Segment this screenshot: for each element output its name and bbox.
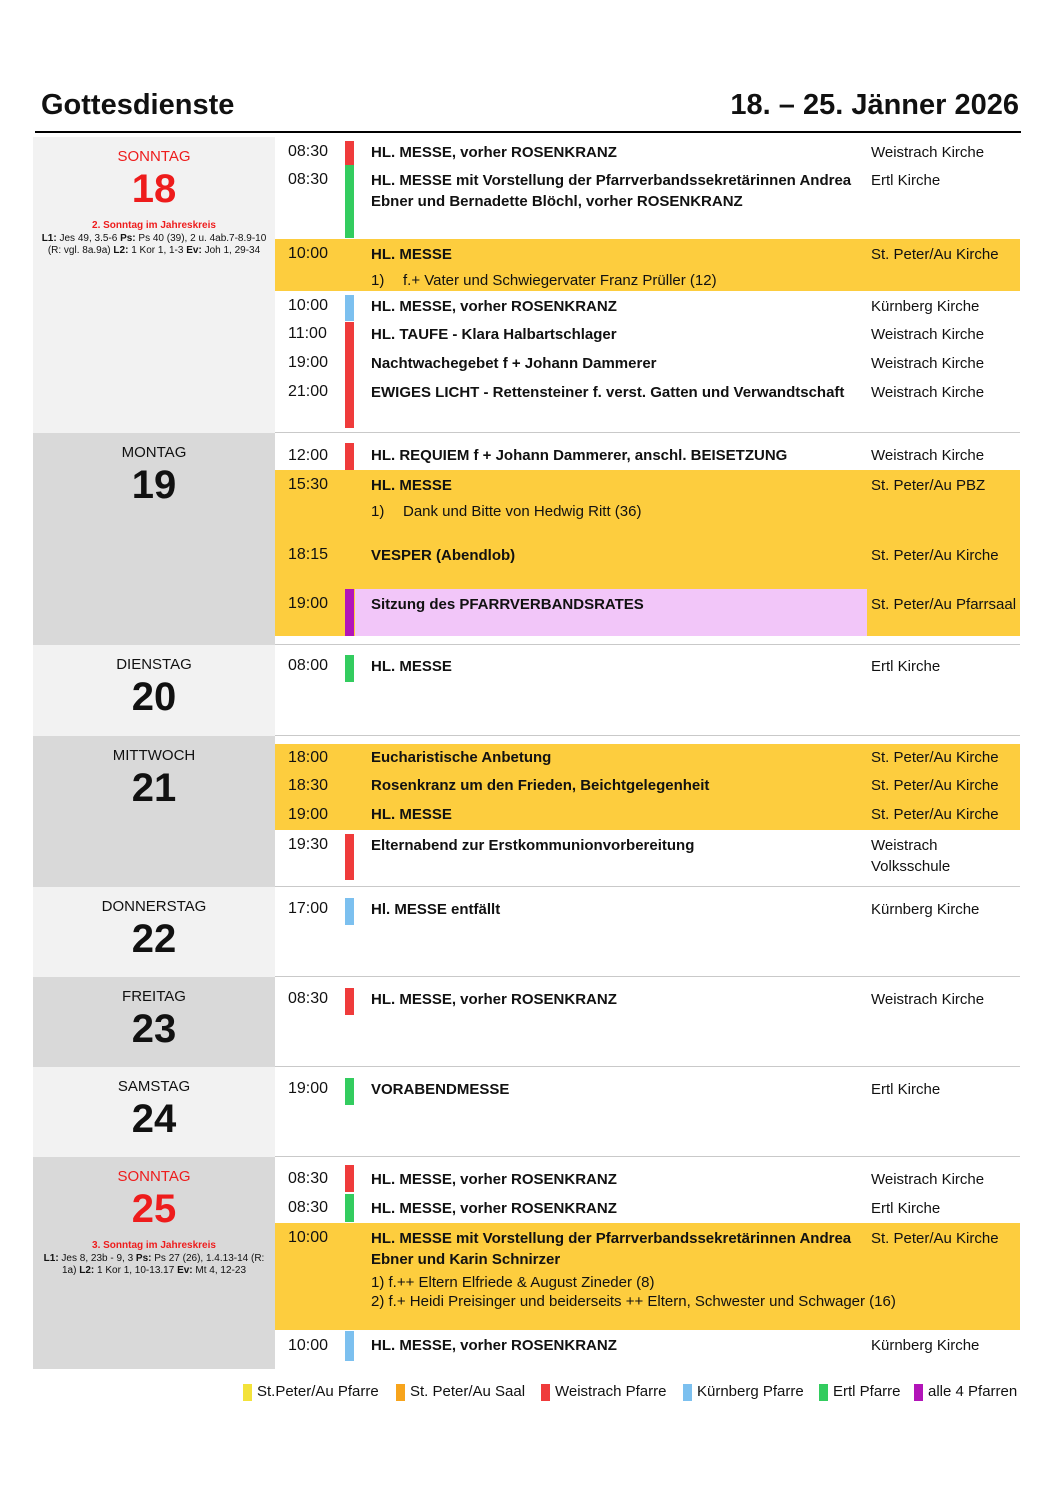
event-location: Kürnberg Kirche <box>871 1337 980 1354</box>
event-description: HL. MESSE, vorher ROSENKRANZ <box>371 991 617 1008</box>
day-number: 19 <box>131 463 177 507</box>
legend-label: Ertl Pfarre <box>833 1383 901 1400</box>
event-location: Weistrach Kirche <box>871 384 985 401</box>
event-description: HL. MESSE <box>371 658 452 675</box>
event-description: HL. REQUIEM f + Johann Dammerer, anschl. BEISETZUNG <box>371 447 788 464</box>
event-location: St. Peter/Au Kirche <box>871 777 999 794</box>
event-row <box>275 830 1020 886</box>
event-row <box>275 377 1020 432</box>
event-location: Weistrach Kirche <box>871 355 985 372</box>
event-time: 18:00 <box>288 749 329 766</box>
parish-marker <box>345 1165 354 1192</box>
event-row <box>275 589 1020 636</box>
day-header <box>33 645 275 736</box>
event-row <box>275 239 1020 291</box>
event-row <box>275 433 1020 470</box>
events-list <box>275 736 1020 887</box>
events-list <box>275 433 1020 645</box>
event-location: St. Peter/Au PBZ <box>871 477 986 494</box>
day-header <box>33 1157 275 1369</box>
event-description: VORABENDMESSE <box>371 1081 510 1098</box>
event-time: 18:15 <box>288 546 329 563</box>
event-location: Weistrach Kirche <box>871 991 985 1008</box>
readings: L1: Jes 49, 3.5-6 Ps: Ps 40 (39), 2 u. 4ab.7-8.9-10 (R: vgl. 8a.9a) L2: 1 Kor 1, 1-3 Ev: Joh 1, 29-34 <box>41 233 267 256</box>
events-list <box>275 1067 1020 1157</box>
event-row <box>275 801 1020 830</box>
intention-note: 1) f.++ Eltern Elfriede & August Zineder (8) <box>371 1274 655 1291</box>
day-23 <box>33 977 1020 1067</box>
day-22 <box>33 887 1020 977</box>
parish-marker <box>345 834 354 880</box>
day-21 <box>33 736 1020 887</box>
event-row <box>275 1164 1020 1193</box>
page-header <box>35 84 1021 133</box>
event-time: 19:00 <box>288 806 329 823</box>
event-description: HL. MESSE <box>371 806 452 823</box>
color-legend <box>243 1382 1033 1404</box>
event-row <box>275 984 1020 1014</box>
event-time: 08:30 <box>288 143 329 160</box>
weekday-label: MONTAG <box>121 444 187 461</box>
day-number: 18 <box>131 167 177 211</box>
day-25 <box>33 1157 1020 1369</box>
event-location: St. Peter/Au Pfarrsaal <box>871 596 1017 613</box>
event-description: Nachtwachegebet f + Johann Dammerer <box>371 355 657 372</box>
event-row <box>275 1223 1020 1330</box>
event-location: Kürnberg Kirche <box>871 901 980 918</box>
legend-swatch <box>541 1384 550 1401</box>
event-description: Eucharistische Anbetung <box>371 749 552 766</box>
event-location: Weistrach Kirche <box>871 326 985 343</box>
event-row <box>275 348 1020 377</box>
day-number: 23 <box>131 1007 177 1051</box>
date-range: 18. – 25. Jänner 2026 <box>730 89 1019 121</box>
event-location: St. Peter/Au Kirche <box>871 547 999 564</box>
day-header <box>33 137 275 433</box>
parish-marker <box>345 1078 354 1105</box>
event-time: 08:30 <box>288 1170 329 1187</box>
readings: L1: Jes 8, 23b - 9, 3 Ps: Ps 27 (26), 1.4.13-14 (R: 1a) L2: 1 Kor 1, 10-13.17 Ev: Mt 4, 12-23 <box>43 1253 265 1276</box>
day-number: 20 <box>131 675 177 719</box>
day-number: 22 <box>131 917 177 961</box>
event-description: HL. MESSE, vorher ROSENKRANZ <box>371 1200 617 1217</box>
legend-swatch <box>243 1384 252 1401</box>
event-row <box>275 319 1020 348</box>
intention-note: 2) f.+ Heidi Preisinger und beiderseits ++ Eltern, Schwester und Schwager (16) <box>371 1293 896 1310</box>
day-20 <box>33 645 1020 736</box>
event-description: HL. MESSE, vorher ROSENKRANZ <box>371 298 617 315</box>
sunday-title: 3. Sonntag im Jahreskreis <box>92 1240 216 1251</box>
parish-marker <box>345 443 354 470</box>
event-row <box>275 291 1020 319</box>
event-row <box>275 1193 1020 1223</box>
event-location: St. Peter/Au Kirche <box>871 1230 999 1247</box>
event-location: Ertl Kirche <box>871 1200 941 1217</box>
event-time: 19:00 <box>288 595 329 612</box>
event-time: 08:30 <box>288 990 329 1007</box>
event-time: 12:00 <box>288 447 329 464</box>
weekday-label: DIENSTAG <box>116 656 192 673</box>
events-list <box>275 645 1020 736</box>
event-row <box>275 165 1020 239</box>
event-row <box>275 772 1020 801</box>
event-description: EWIGES LICHT - Rettensteiner f. verst. Gatten und Verwandtschaft <box>371 384 845 401</box>
day-18 <box>33 137 1020 433</box>
event-time: 19:00 <box>288 354 329 371</box>
event-row <box>275 1330 1020 1368</box>
day-24 <box>33 1067 1020 1157</box>
intention-note: 1) f.+ Vater und Schwiegervater Franz Prüller (12) <box>371 272 717 289</box>
parish-marker <box>345 165 354 238</box>
weekday-label: SONNTAG <box>117 148 191 165</box>
parish-marker <box>345 141 354 168</box>
event-time: 10:00 <box>288 1337 329 1354</box>
events-list <box>275 977 1020 1067</box>
event-time: 08:00 <box>288 657 329 674</box>
event-description: HL. MESSE, vorher ROSENKRANZ <box>371 1171 617 1188</box>
event-description: HL. MESSE mit Vorstellung der Pfarrverbandssekretärinnen Andrea Ebner und Bernadette Blöchl, vorher ROSENKRANZ <box>371 172 852 210</box>
event-row <box>275 470 1020 540</box>
parish-marker <box>345 1194 354 1222</box>
day-number: 24 <box>131 1097 177 1141</box>
event-location: Weistrach Kirche <box>871 144 985 161</box>
legend-swatch <box>819 1384 828 1401</box>
event-time: 10:00 <box>288 297 329 314</box>
event-time: 17:00 <box>288 900 329 917</box>
day-header <box>33 736 275 887</box>
parish-marker <box>345 295 354 321</box>
event-time: 19:00 <box>288 1080 329 1097</box>
parish-marker <box>345 655 354 682</box>
event-description: Rosenkranz um den Frieden, Beichtgelegenheit <box>371 777 710 794</box>
weekday-label: FREITAG <box>122 988 186 1005</box>
event-row <box>275 744 1020 772</box>
event-location: St. Peter/Au Kirche <box>871 749 999 766</box>
weekday-label: SAMSTAG <box>117 1078 191 1095</box>
parish-marker <box>345 898 354 925</box>
event-description: HL. MESSE mit Vorstellung der Pfarrverbandssekretärinnen Andrea Ebner und Karin Schnirzer <box>371 1230 852 1268</box>
day-header <box>33 977 275 1067</box>
day-number: 25 <box>131 1187 177 1231</box>
event-location: Weistrach Volksschule <box>871 837 951 875</box>
page-title: Gottesdienste <box>41 89 235 121</box>
event-description: Elternabend zur Erstkommunionvorbereitung <box>371 837 695 854</box>
day-header <box>33 887 275 977</box>
event-description: HL. MESSE <box>371 477 452 494</box>
legend-swatch <box>914 1384 923 1401</box>
intention-note: 1) Dank und Bitte von Hedwig Ritt (36) <box>371 503 642 520</box>
event-location: St. Peter/Au Kirche <box>871 806 999 823</box>
event-location: Ertl Kirche <box>871 1081 941 1098</box>
event-description: HL. TAUFE - Klara Halbartschlager <box>371 326 617 343</box>
day-header <box>33 1067 275 1157</box>
event-location: St. Peter/Au Kirche <box>871 246 999 263</box>
event-time: 18:30 <box>288 777 329 794</box>
event-description: Sitzung des PFARRVERBANDSRATES <box>371 596 644 613</box>
legend-label: St. Peter/Au Saal <box>410 1383 526 1400</box>
event-time: 08:30 <box>288 171 329 188</box>
event-location: Ertl Kirche <box>871 658 941 675</box>
event-row <box>275 651 1020 681</box>
events-list <box>275 1157 1020 1369</box>
day-number: 21 <box>131 766 177 810</box>
event-time: 10:00 <box>288 1229 329 1246</box>
event-location: Kürnberg Kirche <box>871 298 980 315</box>
parish-marker <box>345 589 354 636</box>
event-location: Ertl Kirche <box>871 172 941 189</box>
weekday-label: SONNTAG <box>117 1168 191 1185</box>
event-time: 10:00 <box>288 245 329 262</box>
event-row <box>275 1074 1020 1104</box>
event-description: VESPER (Abendlob) <box>371 547 516 564</box>
sunday-title: 2. Sonntag im Jahreskreis <box>92 220 216 231</box>
event-time: 15:30 <box>288 476 329 493</box>
parish-marker <box>345 988 354 1015</box>
day-19 <box>33 433 1020 645</box>
event-description: HL. MESSE <box>371 246 452 263</box>
legend-swatch <box>683 1384 692 1401</box>
event-time: 11:00 <box>288 325 327 342</box>
event-time: 19:30 <box>288 836 329 853</box>
event-row <box>275 894 1020 924</box>
event-time: 08:30 <box>288 1199 329 1216</box>
event-description: HL. MESSE, vorher ROSENKRANZ <box>371 1337 617 1354</box>
event-time: 21:00 <box>288 383 329 400</box>
event-description: HL. MESSE, vorher ROSENKRANZ <box>371 144 617 161</box>
day-header <box>33 433 275 645</box>
event-row <box>275 540 1020 589</box>
events-list <box>275 137 1020 433</box>
legend-label: Weistrach Pfarre <box>555 1383 667 1400</box>
legend-label: alle 4 Pfarren <box>928 1383 1018 1400</box>
legend-swatch <box>396 1384 405 1401</box>
parish-marker <box>345 1331 354 1361</box>
events-list <box>275 887 1020 977</box>
legend-label: St.Peter/Au Pfarre <box>257 1383 379 1400</box>
event-location: Weistrach Kirche <box>871 447 985 464</box>
legend-label: Kürnberg Pfarre <box>697 1383 804 1400</box>
weekday-label: DONNERSTAG <box>101 898 207 915</box>
event-location: Weistrach Kirche <box>871 1171 985 1188</box>
event-row <box>275 137 1020 165</box>
weekday-label: MITTWOCH <box>112 747 196 764</box>
event-description: Hl. MESSE entfällt <box>371 901 501 918</box>
